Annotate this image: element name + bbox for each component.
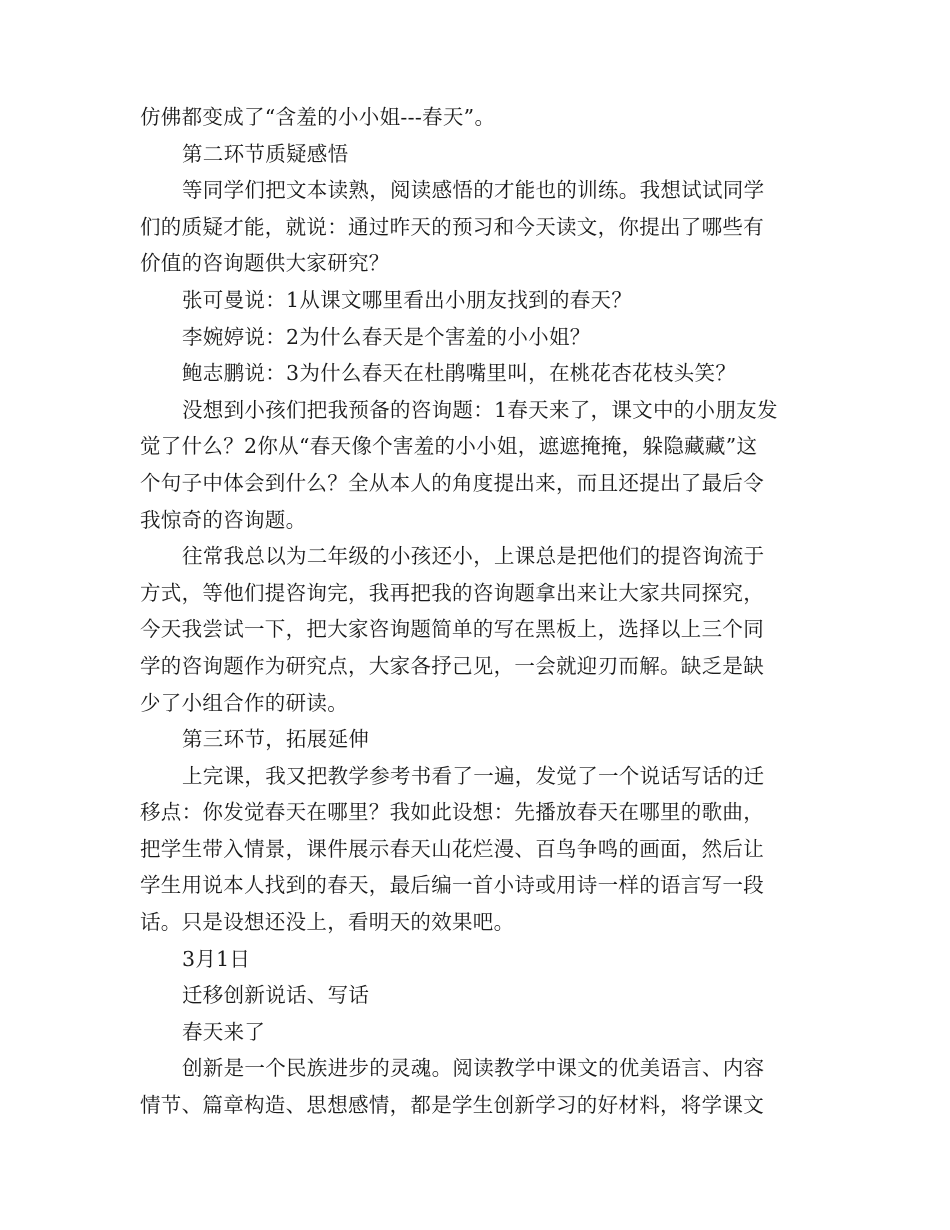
text-line: 上完课，我又把教学参考书看了一遍，发觉了一个说话写话的迁 xyxy=(182,763,765,788)
text-line: 情节、篇章构造、思想感情，都是学生创新学习的好材料，将学课文 xyxy=(140,1093,764,1118)
text-line: 移点：你发觉春天在哪里？我如此设想：先播放春天在哪里的歌曲， xyxy=(140,800,764,825)
text-line: 往常我总以为二年级的小孩还小，上课总是把他们的提咨询流于 xyxy=(182,544,765,569)
text-line: 第二环节质疑感悟 xyxy=(182,141,349,166)
text-line: 等同学们把文本读熟，阅读感悟的才能也的训练。我想试试同学 xyxy=(182,178,765,203)
text-line: 3月1日 xyxy=(182,946,251,971)
text-line: 张可曼说：1从课文哪里看出小朋友找到的春天？ xyxy=(182,287,633,312)
text-line: 第三环节，拓展延伸 xyxy=(182,727,370,752)
text-line: 学生用说本人找到的春天，最后编一首小诗或用诗一样的语言写一段 xyxy=(140,873,764,898)
text-line: 仿佛都变成了“含羞的小小姐---春天”。 xyxy=(140,105,496,129)
text-line: 少了小组合作的研读。 xyxy=(140,690,348,715)
text-line: 个句子中体会到什么？全从本人的角度提出来，而且还提出了最后令 xyxy=(140,470,764,495)
text-line: 李婉婷说：2为什么春天是个害羞的小小姐？ xyxy=(182,324,591,349)
text-line: 迁移创新说话、写话 xyxy=(182,983,370,1008)
text-line: 鲍志鹏说：3为什么春天在杜鹃嘴里叫，在桃花杏花枝头笑？ xyxy=(182,361,737,386)
text-line: 觉了什么？2你从“春天像个害羞的小小姐，遮遮掩掩，躲隐藏藏”这 xyxy=(140,434,758,459)
document-body xyxy=(140,99,810,1124)
text-line: 今天我尝试一下，把大家咨询题简单的写在黑板上，选择以上三个同 xyxy=(140,617,764,642)
text-line: 没想到小孩们把我预备的咨询题：1春天来了，课文中的小朋友发 xyxy=(182,397,778,422)
text-line: 方式，等他们提咨询完，我再把我的咨询题拿出来让大家共同探究， xyxy=(140,580,764,605)
text-line: 学的咨询题作为研究点，大家各抒己见，一会就迎刃而解。缺乏是缺 xyxy=(140,653,764,678)
text-line: 春天来了 xyxy=(182,1019,266,1044)
text-line: 话。只是设想还没上，看明天的效果吧。 xyxy=(140,910,515,935)
text-line: 把学生带入情景，课件展示春天山花烂漫、百鸟争鸣的画面，然后让 xyxy=(140,836,764,861)
text-line: 们的质疑才能，就说：通过昨天的预习和今天读文，你提出了哪些有 xyxy=(140,214,764,239)
text-line: 创新是一个民族进步的灵魂。阅读教学中课文的优美语言、内容 xyxy=(182,1056,765,1081)
text-line: 价值的咨询题供大家研究？ xyxy=(140,251,390,276)
text-line: 我惊奇的咨询题。 xyxy=(140,507,307,532)
